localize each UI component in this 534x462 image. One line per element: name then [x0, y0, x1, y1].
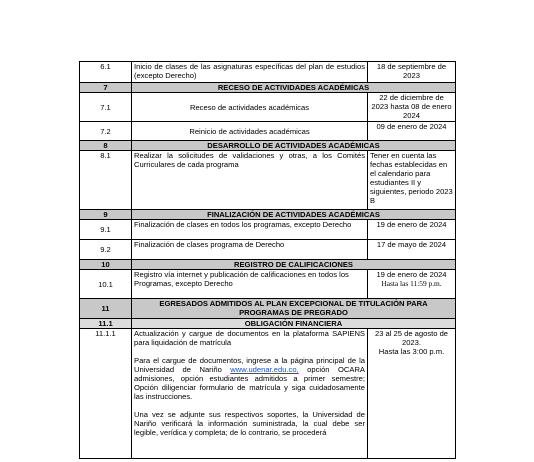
section-title: REGISTRO DE CALIFICACIONES [132, 260, 456, 270]
row-date-cell [368, 329, 456, 459]
section-header-row [80, 83, 456, 93]
row-description-cell [132, 329, 368, 459]
row-description: Registro vía internet y publicación de calificaciones en todos los Programas, excepto Derecho [132, 270, 368, 299]
row-date: 22 de diciembre de 2023 hasta 08 de enero 2024 [368, 93, 456, 122]
table-row [80, 122, 456, 141]
description-text: Para el cargue de documentos, ingrese a la página principal de la Universidad de Nariño [134, 356, 365, 374]
udenar-link[interactable]: www.udenar.edu.co, [230, 365, 299, 374]
description-paragraph [134, 356, 365, 401]
row-number: 7.1 [80, 93, 132, 122]
description-paragraph: Una vez se adjunte sus respectivos soportes, la Universidad de Nariño verificará la información suministrada, la cual debe ser legible, verídica y completa; de lo contrario, se procederá [134, 410, 365, 437]
row-time: Hasta las 11:59 p.m. [381, 279, 442, 288]
row-date: Tener en cuenta las fechas establecidas en el calendario para estudiantes II y siguientes, periodo 2023 B [368, 151, 456, 210]
row-date: 09 de enero de 2024 [368, 122, 456, 141]
subsection-header-row [80, 319, 456, 329]
row-number: 9.2 [80, 240, 132, 260]
table-row [80, 151, 456, 210]
section-number: 8 [80, 141, 132, 151]
section-number: 10 [80, 260, 132, 270]
row-date: 19 de enero de 2024 [376, 270, 447, 279]
row-description: Finalización de clases programa de Derecho [132, 240, 368, 260]
row-number: 6.1 [80, 62, 132, 83]
row-date: 17 de mayo de 2024 [368, 240, 456, 260]
section-header-row [80, 260, 456, 270]
table-row [80, 93, 456, 122]
row-description: Receso de actividades académicas [132, 93, 368, 122]
row-number: 7.2 [80, 122, 132, 141]
row-number: 10.1 [80, 270, 132, 299]
section-number: 11.1 [80, 319, 132, 329]
academic-calendar-table [79, 61, 456, 459]
section-header-row [80, 141, 456, 151]
section-header-row [80, 299, 456, 319]
section-number: 9 [80, 210, 132, 220]
table-row [80, 329, 456, 459]
section-title: RECESO DE ACTIVIDADES ACADÉMICAS [132, 83, 456, 93]
row-description: Inicio de clases de las asignaturas específicas del plan de estudios (excepto Derecho) [132, 62, 368, 83]
section-title: OBLIGACIÓN FINANCIERA [132, 319, 456, 329]
section-header-row [80, 210, 456, 220]
row-description: Reinicio de actividades académicas [132, 122, 368, 141]
row-date: 18 de septiembre de 2023 [368, 62, 456, 83]
table-row [80, 62, 456, 83]
row-date: 19 de enero de 2024 [368, 220, 456, 240]
section-title: DESARROLLO DE ACTIVIDADES ACADÉMICAS [132, 141, 456, 151]
table-row [80, 240, 456, 260]
row-description: Finalización de clases en todos los programas, excepto Derecho [132, 220, 368, 240]
row-number: 8.1 [80, 151, 132, 210]
section-number: 7 [80, 83, 132, 93]
row-number: 9.1 [80, 220, 132, 240]
row-description: Realizar la solicitudes de validaciones y otras, a los Comités Curriculares de cada programa [132, 151, 368, 210]
section-number: 11 [80, 299, 132, 319]
section-title: EGRESADOS ADMITIDOS AL PLAN EXCEPCIONAL DE TITULACIÓN PARA PROGRAMAS DE PREGRADO [132, 299, 456, 319]
description-paragraph: Actualización y cargue de documentos en la plataforma SAPIENS para liquidación de matrícula [134, 329, 365, 347]
section-title: FINALIZACIÓN DE ACTIVIDADES ACADÉMICAS [132, 210, 456, 220]
row-date-cell [368, 270, 456, 299]
row-number: 11.1.1 [80, 329, 132, 459]
description-text: opción OCARA admisiones, opción estudiantes admitidos a primer semestre; Opción diligenciar formulario de matrícula y siga cuidadosamente las instrucciones. [134, 365, 365, 401]
table-row [80, 270, 456, 299]
row-time: Hasta las 3:00 p.m. [378, 347, 445, 356]
row-date: 23 al 25 de agosto de 2023. [374, 329, 449, 347]
table-row [80, 220, 456, 240]
